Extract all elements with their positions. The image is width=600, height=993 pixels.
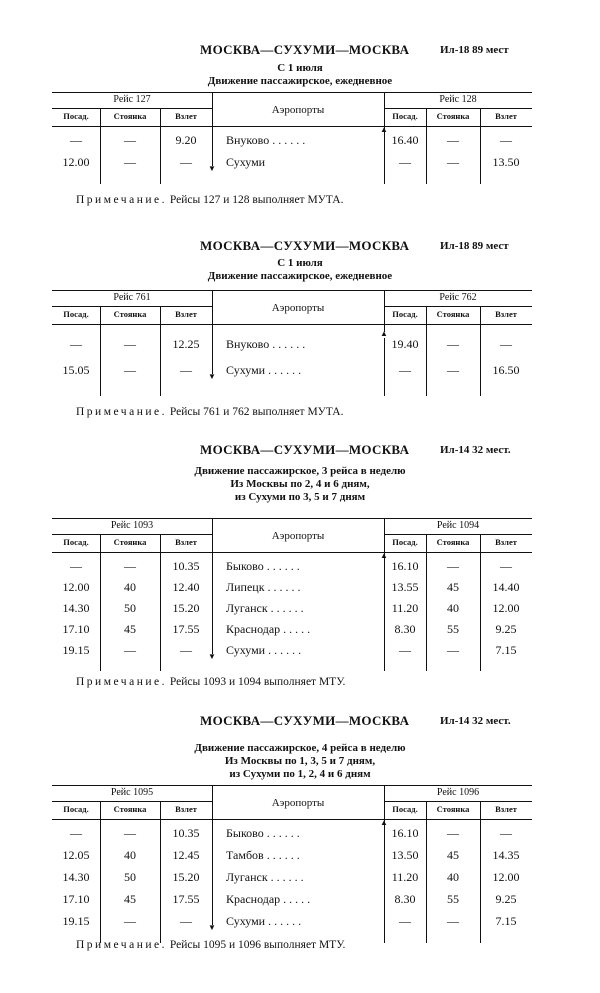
down-arrow-icon: ▼	[208, 372, 216, 381]
down-arrow-icon: ▼	[208, 923, 216, 932]
departure-header: Взлет	[175, 309, 197, 319]
time-cell: 17.10	[62, 892, 90, 906]
header-bottom-rule	[52, 324, 532, 325]
time-cell: —	[124, 133, 136, 147]
time-cell: 45	[124, 892, 136, 906]
flight-right-label: Рейс 128	[439, 94, 477, 105]
time-cell: 40	[447, 870, 459, 884]
time-cell: 40	[124, 848, 136, 862]
up-direction-line	[384, 560, 385, 671]
time-cell: —	[447, 643, 459, 657]
time-cell: —	[447, 914, 459, 928]
time-cell: —	[124, 363, 136, 377]
time-cell: —	[399, 155, 411, 169]
time-cell: 12.00	[62, 580, 90, 594]
departure-header: Взлет	[175, 111, 197, 121]
down-arrow-icon: ▼	[208, 164, 216, 173]
time-cell: 16.50	[492, 363, 520, 377]
airport-name: Быково . . . . . .	[226, 826, 300, 840]
time-cell: —	[447, 363, 459, 377]
aircraft-type: Ил-18 89 мест	[440, 44, 509, 56]
time-cell: —	[124, 155, 136, 169]
time-cell: 14.30	[62, 601, 90, 615]
time-cell: —	[124, 643, 136, 657]
time-cell: —	[180, 363, 192, 377]
time-cell: 13.50	[492, 155, 520, 169]
time-cell: 12.00	[492, 601, 520, 615]
airport-name: Луганск . . . . . .	[226, 601, 304, 615]
footnote	[76, 939, 345, 951]
airports-header: Аэропорты	[271, 530, 325, 542]
time-cell: —	[500, 559, 512, 573]
airports-header: Аэропорты	[271, 104, 325, 116]
route-title: МОСКВА—СУХУМИ—МОСКВА	[200, 238, 410, 253]
time-cell: 16.10	[391, 826, 419, 840]
right-flight-rule	[384, 534, 532, 535]
aircraft-type: Ил-18 89 мест	[440, 240, 509, 252]
header-bottom-rule	[52, 819, 532, 820]
airport-name: Сухуми . . . . . .	[226, 363, 302, 377]
time-cell: —	[124, 559, 136, 573]
schedule-line: из Сухуми по 1, 2, 4 и 6 дням	[229, 768, 371, 780]
airport-name: Луганск . . . . . .	[226, 870, 304, 884]
schedule-line: С 1 июля	[277, 257, 323, 269]
time-cell: —	[447, 559, 459, 573]
time-cell: 19.15	[62, 643, 90, 657]
time-cell: 14.40	[492, 580, 520, 594]
down-direction-line	[212, 560, 213, 654]
time-cell: 14.30	[62, 870, 90, 884]
time-cell: 15.20	[172, 870, 200, 884]
note-label: Примечание.	[76, 194, 167, 206]
time-cell: 15.20	[172, 601, 200, 615]
time-cell: 55	[447, 892, 459, 906]
arrival-header: Посад.	[63, 537, 89, 547]
schedule-table	[52, 518, 532, 676]
time-cell: 55	[447, 622, 459, 636]
time-cell: 10.35	[172, 826, 200, 840]
right-flight-rule	[384, 306, 532, 307]
schedule-line: Движение пассажирское, 4 рейса в неделю	[194, 742, 406, 754]
airport-name: Внуково . . . . . .	[226, 337, 306, 351]
down-arrow-icon: ▼	[208, 652, 216, 661]
stop-header: Стоянка	[113, 537, 147, 547]
time-cell: 13.55	[391, 580, 419, 594]
time-cell: —	[447, 337, 459, 351]
airport-name: Внуково . . . . . .	[226, 133, 306, 147]
arrival-header: Посад.	[63, 309, 89, 319]
time-cell: —	[180, 643, 192, 657]
time-cell: 45	[124, 622, 136, 636]
stop-header: Стоянка	[113, 309, 147, 319]
flight-right-label: Рейс 762	[439, 292, 477, 303]
flight-left-label: Рейс 761	[113, 292, 151, 303]
time-cell: 45	[447, 580, 459, 594]
up-direction-line	[384, 134, 385, 184]
footnote	[76, 406, 343, 418]
down-direction-line	[212, 332, 213, 374]
departure-header: Взлет	[495, 111, 517, 121]
airports-header: Аэропорты	[271, 797, 325, 809]
airport-name: Краснодар . . . . .	[226, 622, 311, 636]
time-cell: 45	[447, 848, 459, 862]
route-title: МОСКВА—СУХУМИ—МОСКВА	[200, 713, 410, 728]
time-cell: 19.15	[62, 914, 90, 928]
time-cell: 10.35	[172, 559, 200, 573]
time-cell: 16.40	[391, 133, 419, 147]
departure-header: Взлет	[495, 804, 517, 814]
schedule-line: С 1 июля	[277, 62, 323, 74]
flight-left-label: Рейс 127	[113, 94, 151, 105]
time-cell: 9.25	[495, 892, 517, 906]
time-cell: —	[399, 643, 411, 657]
flight-right-label: Рейс 1094	[436, 520, 480, 531]
right-flight-rule	[384, 108, 532, 109]
note-label: Примечание.	[76, 406, 167, 418]
time-cell: 9.25	[495, 622, 517, 636]
stop-header: Стоянка	[113, 804, 147, 814]
time-cell: —	[399, 363, 411, 377]
left-flight-rule	[52, 801, 212, 802]
stop-header: Стоянка	[436, 804, 470, 814]
airport-name: Сухуми . . . . . .	[226, 914, 302, 928]
time-cell: 7.15	[495, 914, 517, 928]
time-cell: —	[180, 914, 192, 928]
arrival-header: Посад.	[392, 309, 418, 319]
time-cell: 12.25	[172, 337, 200, 351]
airport-name: Сухуми . . . . . .	[226, 643, 302, 657]
header-bottom-rule	[52, 126, 532, 127]
time-cell: —	[180, 155, 192, 169]
time-cell: —	[70, 559, 82, 573]
time-cell: —	[124, 337, 136, 351]
time-cell: —	[70, 826, 82, 840]
arrival-header: Посад.	[392, 804, 418, 814]
time-cell: —	[500, 337, 512, 351]
time-cell: 17.55	[172, 622, 200, 636]
footnote	[76, 194, 343, 206]
left-flight-rule	[52, 108, 212, 109]
time-cell: 50	[124, 601, 136, 615]
time-cell: —	[447, 133, 459, 147]
up-direction-line	[384, 827, 385, 943]
time-cell: 12.45	[172, 848, 200, 862]
departure-header: Взлет	[175, 537, 197, 547]
time-cell: —	[399, 914, 411, 928]
time-cell: 7.15	[495, 643, 517, 657]
stop-header: Стоянка	[436, 309, 470, 319]
timetable-section	[0, 713, 600, 973]
schedule-line: Движение пассажирское, 3 рейса в неделю	[194, 465, 406, 477]
airport-name: Сухуми	[226, 155, 266, 169]
time-cell: 17.10	[62, 622, 90, 636]
time-cell: 12.05	[62, 848, 90, 862]
footnote	[76, 676, 345, 688]
route-title: МОСКВА—СУХУМИ—МОСКВА	[200, 42, 410, 57]
up-arrow-icon: ▲	[380, 818, 388, 827]
time-cell: 8.30	[394, 622, 416, 636]
time-cell: —	[500, 133, 512, 147]
departure-header: Взлет	[495, 537, 517, 547]
time-cell: —	[447, 155, 459, 169]
airport-name: Липецк . . . . . .	[226, 580, 301, 594]
note-text: Рейсы 127 и 128 выполняет МУТА.	[169, 194, 344, 206]
left-flight-rule	[52, 534, 212, 535]
time-cell: —	[447, 826, 459, 840]
time-cell: 12.00	[62, 155, 90, 169]
timetable-section	[0, 442, 600, 702]
aircraft-type: Ил-14 32 мест.	[440, 715, 511, 727]
time-cell: 12.00	[492, 870, 520, 884]
arrival-header: Посад.	[63, 111, 89, 121]
departure-header: Взлет	[495, 309, 517, 319]
note-label: Примечание.	[76, 939, 167, 951]
schedule-line: Из Москвы по 2, 4 и 6 дням,	[230, 478, 370, 490]
time-cell: 40	[124, 580, 136, 594]
flight-left-label: Рейс 1095	[110, 787, 154, 798]
stop-header: Стоянка	[436, 537, 470, 547]
time-cell: 13.50	[391, 848, 419, 862]
right-flight-rule	[384, 801, 532, 802]
note-label: Примечание.	[76, 676, 167, 688]
time-cell: —	[500, 826, 512, 840]
airport-name: Краснодар . . . . .	[226, 892, 311, 906]
up-arrow-icon: ▲	[380, 125, 388, 134]
down-direction-line	[212, 827, 213, 925]
note-text: Рейсы 1093 и 1094 выполняет МТУ.	[169, 676, 346, 688]
time-cell: 9.20	[175, 133, 197, 147]
time-cell: —	[70, 133, 82, 147]
schedule-line: Из Москвы по 1, 3, 5 и 7 дням,	[224, 755, 376, 767]
time-cell: 12.40	[172, 580, 200, 594]
time-cell: 14.35	[492, 848, 520, 862]
stop-header: Стоянка	[436, 111, 470, 121]
note-text: Рейсы 1095 и 1096 выполняет МТУ.	[169, 939, 346, 951]
arrival-header: Посад.	[392, 537, 418, 547]
schedule-line: из Сухуми по 3, 5 и 7 дням	[234, 491, 366, 503]
left-flight-rule	[52, 306, 212, 307]
time-cell: 50	[124, 870, 136, 884]
stop-header: Стоянка	[113, 111, 147, 121]
header-bottom-rule	[52, 552, 532, 553]
schedule-line: Движение пассажирское, ежедневное	[207, 75, 393, 87]
up-direction-line	[384, 338, 385, 396]
airport-name: Тамбов . . . . . .	[226, 848, 300, 862]
time-cell: —	[124, 914, 136, 928]
time-cell: 19.40	[391, 337, 419, 351]
arrival-header: Посад.	[63, 804, 89, 814]
time-cell: 16.10	[391, 559, 419, 573]
time-cell: 8.30	[394, 892, 416, 906]
departure-header: Взлет	[175, 804, 197, 814]
arrival-header: Посад.	[392, 111, 418, 121]
up-arrow-icon: ▲	[380, 329, 388, 338]
flight-left-label: Рейс 1093	[110, 520, 154, 531]
schedule-table	[52, 785, 532, 939]
up-arrow-icon: ▲	[380, 551, 388, 560]
schedule-table	[52, 92, 532, 194]
time-cell: 11.20	[391, 601, 419, 615]
time-cell: —	[124, 826, 136, 840]
note-text: Рейсы 761 и 762 выполняет МУТА.	[169, 406, 344, 418]
aircraft-type: Ил-14 32 мест.	[440, 444, 511, 456]
airport-name: Быково . . . . . .	[226, 559, 300, 573]
down-direction-line	[212, 134, 213, 166]
time-cell: 11.20	[391, 870, 419, 884]
time-cell: 15.05	[62, 363, 90, 377]
time-cell: —	[70, 337, 82, 351]
airports-header: Аэропорты	[271, 302, 325, 314]
time-cell: 40	[447, 601, 459, 615]
time-cell: 17.55	[172, 892, 200, 906]
schedule-table	[52, 290, 532, 406]
schedule-line: Движение пассажирское, ежедневное	[207, 270, 393, 282]
route-title: МОСКВА—СУХУМИ—МОСКВА	[200, 442, 410, 457]
flight-right-label: Рейс 1096	[436, 787, 480, 798]
